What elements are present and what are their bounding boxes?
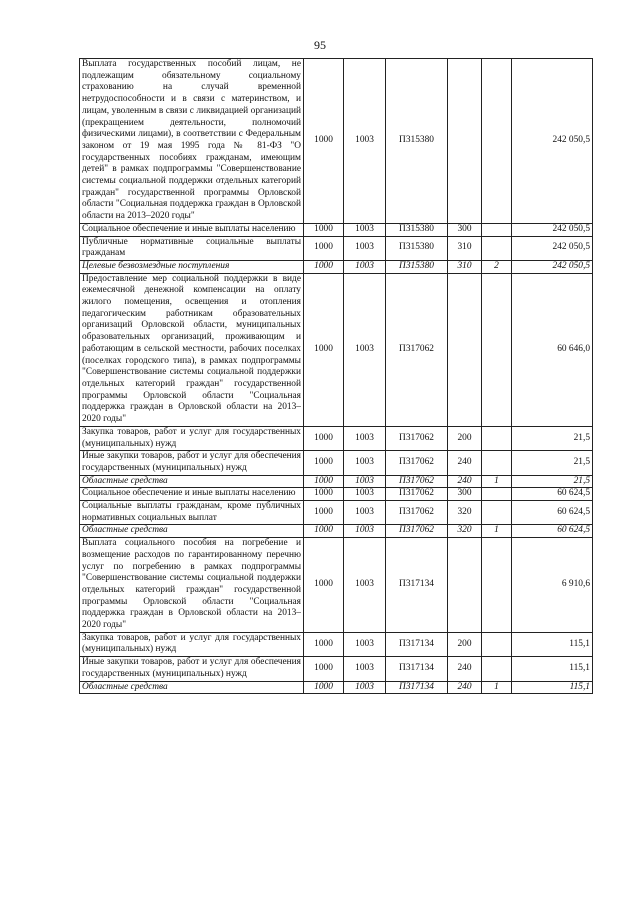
expense-type-cell: 240 (448, 657, 482, 681)
section-code-cell: 1000 (304, 260, 344, 273)
section-code-cell: 1000 (304, 657, 344, 681)
subsection-code-cell: 1003 (344, 538, 386, 633)
target-article-cell: П317134 (386, 657, 448, 681)
expense-type-cell: 320 (448, 501, 482, 525)
table-row (80, 236, 593, 260)
expense-type-cell: 200 (448, 426, 482, 450)
section-code-cell: 1000 (304, 525, 344, 538)
funding-source-cell: 2 (482, 260, 512, 273)
section-code-cell: 1000 (304, 223, 344, 236)
subsection-code-cell: 1003 (344, 657, 386, 681)
expense-type-cell: 240 (448, 681, 482, 694)
funding-source-cell (482, 273, 512, 426)
table-row (80, 501, 593, 525)
funding-source-cell (482, 538, 512, 633)
expense-name-cell: Целевые безвозмездные поступления (80, 260, 304, 273)
expense-name-cell: Иные закупки товаров, работ и услуг для обеспечения государственных (муниципальных) нужд (80, 657, 304, 681)
amount-cell: 6 910,6 (512, 538, 593, 633)
target-article-cell: П317062 (386, 451, 448, 475)
expense-type-cell: 300 (448, 223, 482, 236)
amount-cell: 242 050,5 (512, 223, 593, 236)
target-article-cell: П315380 (386, 223, 448, 236)
amount-cell: 242 050,5 (512, 236, 593, 260)
budget-table (79, 58, 593, 694)
funding-source-cell (482, 59, 512, 224)
target-article-cell: П317134 (386, 538, 448, 633)
table-row (80, 538, 593, 633)
subsection-code-cell: 1003 (344, 488, 386, 501)
target-article-cell: П317134 (386, 632, 448, 656)
expense-type-cell: 240 (448, 475, 482, 488)
subsection-code-cell: 1003 (344, 451, 386, 475)
section-code-cell: 1000 (304, 681, 344, 694)
section-code-cell: 1000 (304, 426, 344, 450)
section-code-cell: 1000 (304, 273, 344, 426)
expense-name-cell: Социальное обеспечение и иные выплаты населению (80, 488, 304, 501)
section-code-cell: 1000 (304, 488, 344, 501)
expense-type-cell: 300 (448, 488, 482, 501)
subsection-code-cell: 1003 (344, 273, 386, 426)
amount-cell: 242 050,5 (512, 59, 593, 224)
table-row (80, 426, 593, 450)
target-article-cell: П315380 (386, 59, 448, 224)
table-row (80, 488, 593, 501)
target-article-cell: П317062 (386, 501, 448, 525)
subsection-code-cell: 1003 (344, 59, 386, 224)
table-row (80, 681, 593, 694)
table-row (80, 475, 593, 488)
expense-name-cell: Социальные выплаты гражданам, кроме публичных нормативных социальных выплат (80, 501, 304, 525)
funding-source-cell (482, 488, 512, 501)
table-row (80, 632, 593, 656)
expense-type-cell (448, 59, 482, 224)
funding-source-cell: 1 (482, 681, 512, 694)
target-article-cell: П317062 (386, 426, 448, 450)
expense-name-cell: Закупка товаров, работ и услуг для государственных (муниципальных) нужд (80, 632, 304, 656)
expense-name-cell: Выплата государственных пособий лицам, не подлежащим обязательному социальному страхованию на случай временной нетрудоспособности и в связи с материнством, и лицам, уволенным в связи с ликвидацией организаций (прекращением деятельности, полномочий физическими лицами), в соответствии с Федеральным законом от 19 мая 1995 года № 81-ФЗ "О государственных пособиях гражданам, имеющим детей" в рамках подпрограммы "Совершенствование системы социальной поддержки отдельных категорий граждан" государственной программы Орловской области "Социальная поддержка граждан в Орловской области на 2013–2020 годы" (80, 59, 304, 224)
expense-type-cell: 310 (448, 236, 482, 260)
funding-source-cell: 1 (482, 475, 512, 488)
subsection-code-cell: 1003 (344, 426, 386, 450)
amount-cell: 115,1 (512, 632, 593, 656)
amount-cell: 60 624,5 (512, 488, 593, 501)
expense-type-cell: 240 (448, 451, 482, 475)
section-code-cell: 1000 (304, 632, 344, 656)
amount-cell: 115,1 (512, 681, 593, 694)
expense-type-cell (448, 538, 482, 633)
expense-type-cell: 310 (448, 260, 482, 273)
funding-source-cell (482, 657, 512, 681)
target-article-cell: П317062 (386, 475, 448, 488)
amount-cell: 21,5 (512, 475, 593, 488)
expense-name-cell: Публичные нормативные социальные выплаты гражданам (80, 236, 304, 260)
amount-cell: 60 624,5 (512, 525, 593, 538)
funding-source-cell (482, 501, 512, 525)
funding-source-cell (482, 426, 512, 450)
table-row (80, 451, 593, 475)
amount-cell: 115,1 (512, 657, 593, 681)
expense-name-cell: Закупка товаров, работ и услуг для государственных (муниципальных) нужд (80, 426, 304, 450)
subsection-code-cell: 1003 (344, 525, 386, 538)
section-code-cell: 1000 (304, 236, 344, 260)
expense-type-cell: 200 (448, 632, 482, 656)
section-code-cell: 1000 (304, 501, 344, 525)
section-code-cell: 1000 (304, 475, 344, 488)
target-article-cell: П317062 (386, 525, 448, 538)
table-row (80, 525, 593, 538)
amount-cell: 60 646,0 (512, 273, 593, 426)
table-row (80, 260, 593, 273)
subsection-code-cell: 1003 (344, 632, 386, 656)
table-row (80, 657, 593, 681)
subsection-code-cell: 1003 (344, 223, 386, 236)
section-code-cell: 1000 (304, 538, 344, 633)
subsection-code-cell: 1003 (344, 260, 386, 273)
subsection-code-cell: 1003 (344, 236, 386, 260)
funding-source-cell: 1 (482, 525, 512, 538)
target-article-cell: П317134 (386, 681, 448, 694)
target-article-cell: П315380 (386, 260, 448, 273)
target-article-cell: П315380 (386, 236, 448, 260)
subsection-code-cell: 1003 (344, 501, 386, 525)
expense-type-cell: 320 (448, 525, 482, 538)
section-code-cell: 1000 (304, 59, 344, 224)
expense-name-cell: Областные средства (80, 681, 304, 694)
table-row (80, 223, 593, 236)
expense-name-cell: Областные средства (80, 525, 304, 538)
section-code-cell: 1000 (304, 451, 344, 475)
amount-cell: 21,5 (512, 451, 593, 475)
funding-source-cell (482, 451, 512, 475)
target-article-cell: П317062 (386, 273, 448, 426)
amount-cell: 21,5 (512, 426, 593, 450)
expense-name-cell: Предоставление мер социальной поддержки в виде ежемесячной денежной компенсации на оплату жилого помещения, освещения и отопления педагогическим работникам образовательных организаций Орловской области, муниципальных образовательных организаций, проживающим и работающим в сельской местности, рабочих поселках (поселках городского типа), в рамках подпрограммы "Совершенствование системы социальной поддержки отдельных категорий граждан" государственной программы Орловской области "Социальная поддержка граждан в Орловской области на 2013–2020 годы" (80, 273, 304, 426)
expense-name-cell: Иные закупки товаров, работ и услуг для обеспечения государственных (муниципальных) нужд (80, 451, 304, 475)
expense-name-cell: Выплата социального пособия на погребение и возмещение расходов по гарантированному перечню услуг по погребению в рамках подпрограммы "Совершенствование системы социальной поддержки отдельных категорий граждан" государственной программы Орловской области "Социальная поддержка граждан в Орловской области на 2013–2020 годы" (80, 538, 304, 633)
table-row (80, 59, 593, 224)
page-number: 95 (314, 38, 326, 52)
funding-source-cell (482, 236, 512, 260)
expense-name-cell: Социальное обеспечение и иные выплаты населению (80, 223, 304, 236)
funding-source-cell (482, 223, 512, 236)
amount-cell: 242 050,5 (512, 260, 593, 273)
table-row (80, 273, 593, 426)
target-article-cell: П317062 (386, 488, 448, 501)
subsection-code-cell: 1003 (344, 475, 386, 488)
funding-source-cell (482, 632, 512, 656)
amount-cell: 60 624,5 (512, 501, 593, 525)
expense-name-cell: Областные средства (80, 475, 304, 488)
expense-type-cell (448, 273, 482, 426)
subsection-code-cell: 1003 (344, 681, 386, 694)
